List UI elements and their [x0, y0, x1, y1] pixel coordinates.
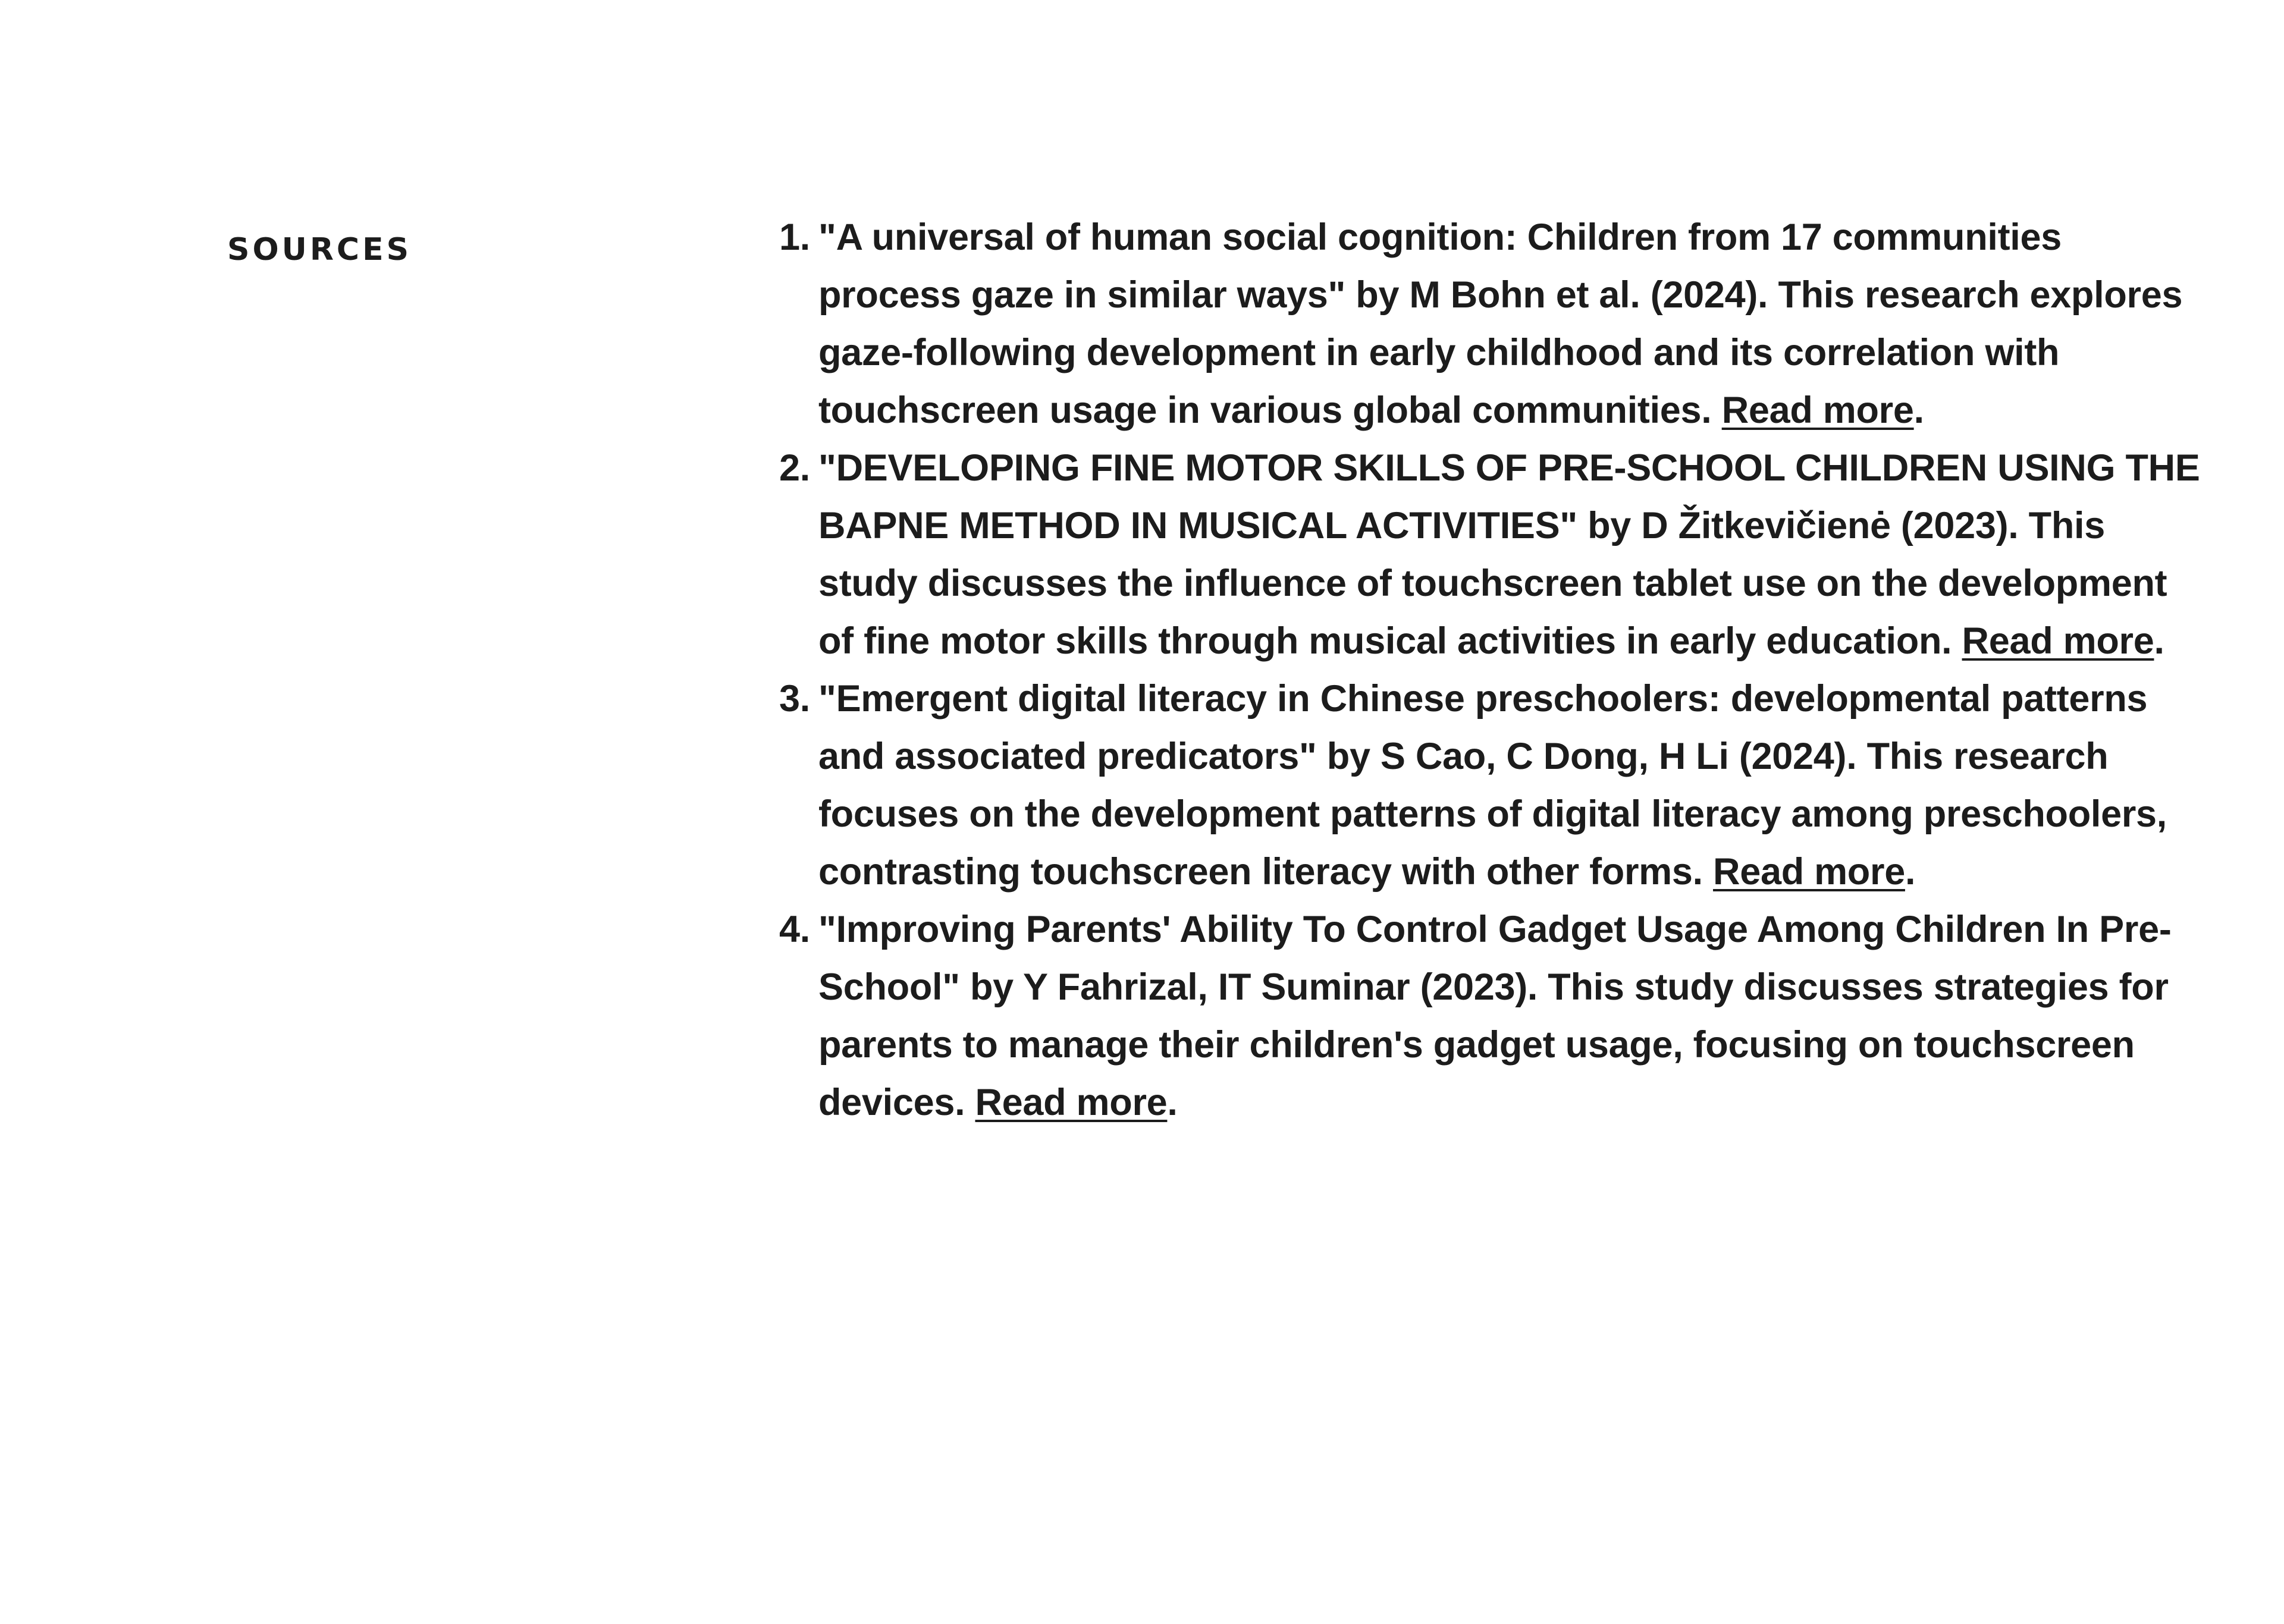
- sources-heading: SOURCES: [227, 232, 412, 268]
- source-item: [779, 670, 2204, 901]
- source-item: [779, 901, 2204, 1132]
- source-item: [779, 209, 2204, 439]
- source-text: "DEVELOPING FINE MOTOR SKILLS OF PRE-SCHOOL CHILDREN USING THE BAPNE METHOD IN MUSICAL ACTIVITIES" by D Žitkevičienė (2023). This study discusses the influence of touchscreen tablet use on the development of fine motor skills through musical activities in early education.: [818, 447, 2200, 662]
- source-number: 4.: [779, 909, 810, 950]
- source-trailing: .: [2154, 620, 2164, 662]
- read-more-link[interactable]: Read more: [1713, 851, 1905, 893]
- source-trailing: .: [1167, 1082, 1178, 1123]
- source-number: 2.: [779, 447, 810, 489]
- source-trailing: .: [1905, 851, 1916, 893]
- read-more-link[interactable]: Read more: [1721, 389, 1914, 431]
- read-more-link[interactable]: Read more: [1962, 620, 2154, 662]
- read-more-link[interactable]: Read more: [975, 1082, 1168, 1123]
- source-trailing: .: [1913, 389, 1924, 431]
- source-text: "A universal of human social cognition: Children from 17 communities process gaze in similar ways" by M Bohn et al. (2024). This research explores gaze-following development in early childhood and its correlation with touchscreen usage in various global communities.: [818, 216, 2183, 431]
- source-number: 3.: [779, 678, 810, 720]
- source-text: "Emergent digital literacy in Chinese preschoolers: developmental patterns and associated predicators" by S Cao, C Dong, H Li (2024). This research focuses on the development patterns of digital literacy among preschoolers, contrasting touchscreen literacy with other forms.: [818, 678, 2167, 893]
- source-text: "Improving Parents' Ability To Control Gadget Usage Among Children In Pre-School" by Y Fahrizal, IT Suminar (2023). This study discusses strategies for parents to manage their children's gadget usage, focusing on touchscreen devices.: [818, 909, 2172, 1123]
- source-item: [779, 439, 2204, 670]
- sources-list: [779, 209, 2204, 1132]
- source-number: 1.: [779, 216, 810, 258]
